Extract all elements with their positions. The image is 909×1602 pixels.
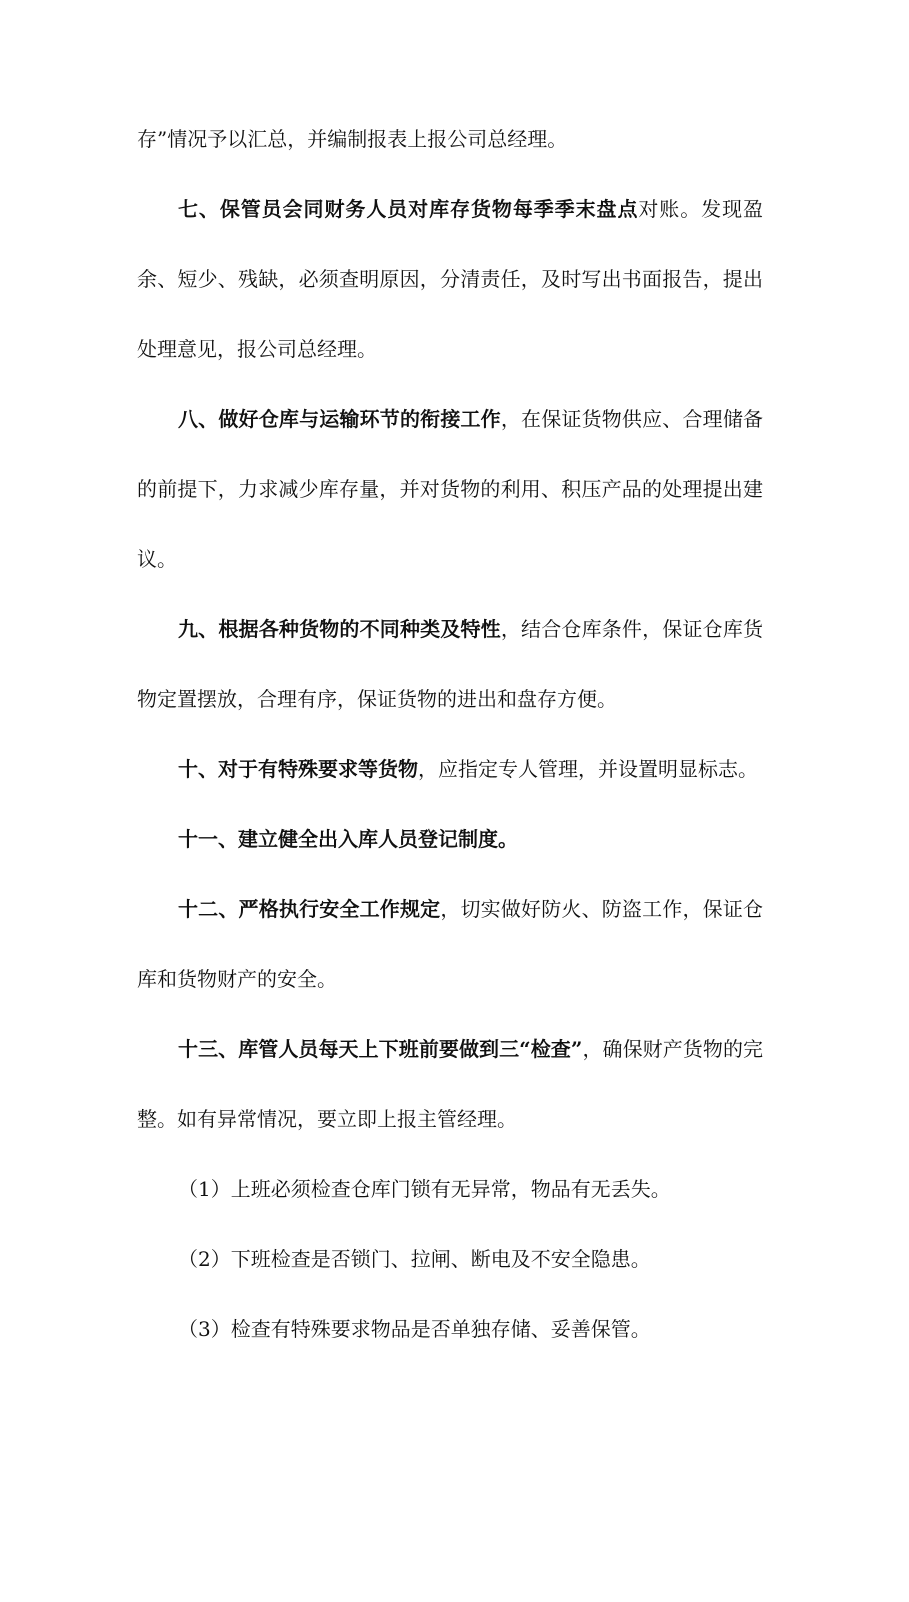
paragraph-text: ，在保证货物供应、合理储备的前提下，力求减少库存量，并对货物的利用、积压产品的处理提出建议。 bbox=[137, 407, 764, 571]
paragraph-text: ，应指定专人管理，并设置明显标志。 bbox=[418, 757, 758, 781]
sub-item-2 bbox=[137, 1224, 763, 1294]
paragraph-heading: 九、根据各种货物的不同种类及特性 bbox=[178, 617, 501, 641]
paragraph-continuation bbox=[137, 104, 763, 174]
document-body bbox=[137, 104, 763, 1364]
paragraph-text: ，切实做好防火、防盗工作，保证仓库和货物财产的安全。 bbox=[137, 897, 764, 991]
paragraph-text: （1）上班必须检查仓库门锁有无异常，物品有无丢失。 bbox=[178, 1177, 671, 1201]
paragraph-item-8 bbox=[137, 384, 763, 594]
paragraph-item-12 bbox=[137, 874, 763, 1014]
paragraph-item-7 bbox=[137, 174, 763, 384]
paragraph-heading: 十二、严格执行安全工作规定 bbox=[178, 897, 441, 921]
paragraph-heading: 十一、建立健全出入库人员登记制度。 bbox=[178, 827, 518, 851]
paragraph-text: ，结合仓库条件，保证仓库货物定置摆放，合理有序，保证货物的进出和盘存方便。 bbox=[137, 617, 764, 711]
paragraph-heading: 十、对于有特殊要求等货物 bbox=[178, 757, 418, 781]
paragraph-text: 对账。发现盈余、短少、残缺，必须查明原因，分清责任，及时写出书面报告，提出处理意见，报公司总经理。 bbox=[137, 197, 764, 361]
paragraph-item-11 bbox=[137, 804, 763, 874]
paragraph-text: （3）检查有特殊要求物品是否单独存储、妥善保管。 bbox=[178, 1317, 651, 1341]
paragraph-text: （2）下班检查是否锁门、拉闸、断电及不安全隐患。 bbox=[178, 1247, 651, 1271]
paragraph-heading: 八、做好仓库与运输环节的衔接工作 bbox=[178, 407, 501, 431]
sub-item-3 bbox=[137, 1294, 763, 1364]
paragraph-text: ，确保财产货物的完整。如有异常情况，要立即上报主管经理。 bbox=[137, 1037, 764, 1131]
paragraph-item-10 bbox=[137, 734, 763, 804]
paragraph-heading: 十三、库管人员每天上下班前要做到三“检查” bbox=[178, 1037, 583, 1061]
paragraph-item-9 bbox=[137, 594, 763, 734]
sub-item-1 bbox=[137, 1154, 763, 1224]
paragraph-heading: 七、保管员会同财务人员对库存货物每季季末盘点 bbox=[178, 197, 639, 221]
paragraph-item-13 bbox=[137, 1014, 763, 1154]
paragraph-text: 存”情况予以汇总，并编制报表上报公司总经理。 bbox=[137, 127, 568, 151]
